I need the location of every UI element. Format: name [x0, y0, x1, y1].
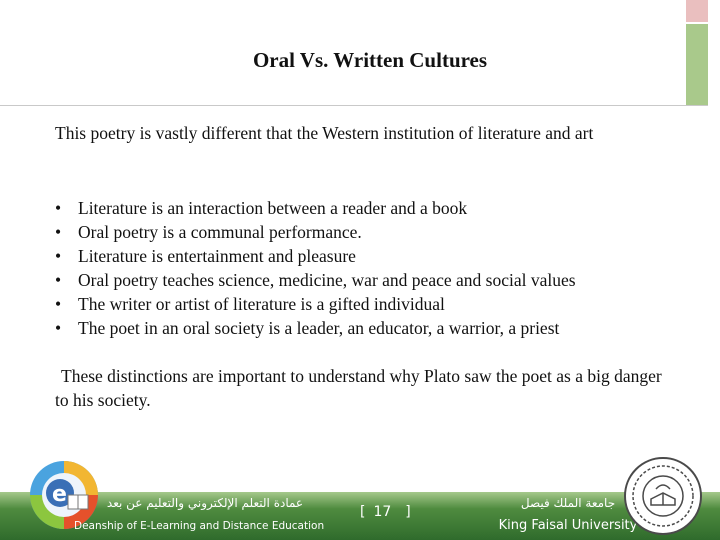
bullet-item [55, 220, 675, 244]
decorative-pink-bar [686, 0, 708, 22]
bullet-text: The writer or artist of literature is a gifted individual [78, 294, 445, 314]
title-divider [0, 105, 708, 106]
deanship-english-name: Deanship of E-Learning and Distance Education [74, 520, 325, 532]
intro-paragraph: This poetry is vastly different that the Western institution of literature and art [55, 123, 594, 143]
closing-paragraph: These distinctions are important to understand why Plato saw the poet as a big danger to his society. [55, 366, 662, 410]
page-number-value: 17 [373, 504, 392, 520]
bullet-text: Oral poetry teaches science, medicine, war and peace and social values [78, 270, 576, 290]
bullet-dot: • [55, 318, 62, 338]
bullet-dot: • [55, 198, 62, 218]
page-bracket-close: ] [405, 504, 411, 520]
bullet-dot: • [55, 270, 62, 290]
page-number [360, 504, 420, 520]
page-bracket-open: [ [360, 504, 366, 520]
university-english-name: King Faisal University [498, 518, 638, 533]
bullet-dot: • [55, 222, 62, 242]
deanship-arabic-name: عمادة التعلم الإلكتروني والتعليم عن بعد [106, 496, 304, 510]
bullet-list [55, 196, 675, 340]
bullet-text: Literature is an interaction between a reader and a book [78, 198, 468, 218]
bullet-text: Oral poetry is a communal performance. [78, 222, 362, 242]
bullet-item [55, 196, 675, 220]
university-seal-icon [620, 455, 706, 537]
bullet-item [55, 244, 675, 268]
bullet-dot: • [55, 246, 62, 266]
svg-text:e: e [52, 482, 67, 507]
bullet-item [55, 292, 675, 316]
bullet-text: The poet in an oral society is a leader, an educator, a warrior, a priest [78, 318, 560, 338]
bullet-item [55, 268, 675, 292]
slide-title: Oral Vs. Written Cultures [252, 48, 488, 72]
bullet-dot: • [55, 294, 62, 314]
bullet-item [55, 316, 675, 340]
bullet-text: Literature is entertainment and pleasure [78, 246, 356, 266]
university-arabic-name: جامعة الملك فيصل [520, 496, 616, 510]
